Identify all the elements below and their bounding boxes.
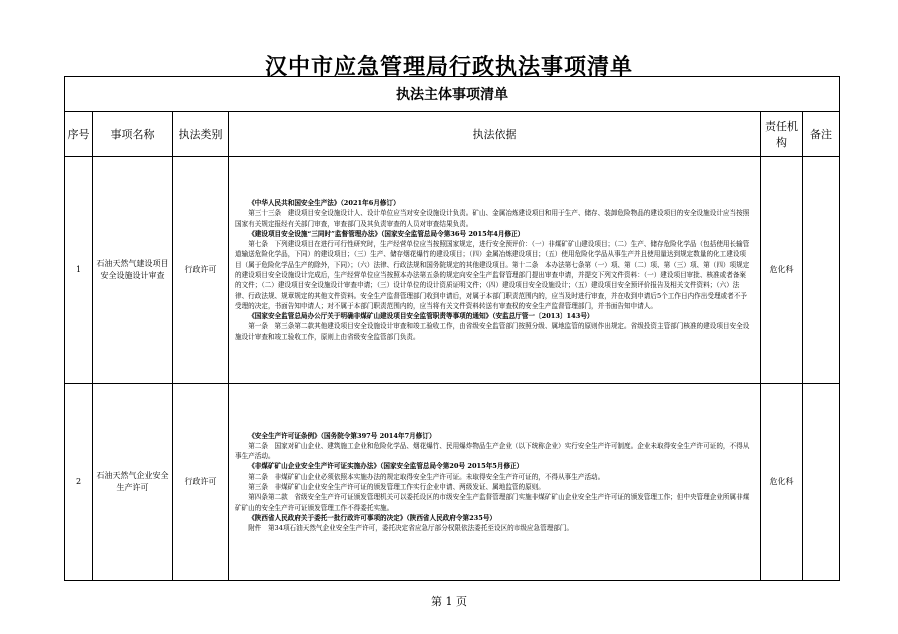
row-note	[803, 157, 840, 384]
row-no: 2	[65, 384, 93, 581]
page-number: 第 1 页	[431, 595, 467, 608]
row-name: 石油天然气企业安全生产许可	[93, 384, 173, 581]
row-no: 1	[65, 157, 93, 384]
law-citation: 《国家安全监管总局办公厅关于明确非煤矿山建设项目安全监管职责等事项的通知》（安监总厅管一〔2013〕143号）	[248, 312, 594, 321]
header-org: 责任机构	[761, 112, 803, 157]
law-article: 第三条 非煤矿矿山企业安全生产许可证的颁发管理工作实行企业申请、两级发证、属地监管的原则。	[248, 483, 545, 491]
table-row	[65, 157, 840, 384]
law-citation: 《安全生产许可证条例》（国务院令第397号 2014年7月修订）	[248, 431, 436, 440]
row-basis	[229, 157, 761, 384]
row-org: 危化科	[761, 157, 803, 384]
header-name: 事项名称	[93, 112, 173, 157]
law-article: 第七条 下列建设项目在进行可行性研究时，生产经营单位应当按照国家规定，进行安全预评价：（一）非煤矿矿山建设项目；（二）生产、储存危险化学品（包括使用长输管道输送危险化学品，下同）的建设项目；（三）生产、储存烟花爆竹的建设项目；（四）金属冶炼建设项目；（五）使用危险化学品从事生产并且使用量达到规定数量的化工建设项目（属于危险化学品生产的除外，下同）；（六）法律、行政法规和国务院规定的其他建设项目。第十二条 本办法第七条第（一）项、第（二）项、第（三）项、第（四）项规定的建设项目安全设施设计完成后，生产经营单位应当按照本办法第五条的规定向安全生产监督管理部门提出审查申请，并提交下列文件资料：（一）建设项目审批、核准或者备案的文件；（二）建设项目安全设施设计审查申请；（三）设计单位的设计资质证明文件；（四）建设项目安全设施设计；（五）建设项目安全预评价报告及相关文件资料；（六）法律、行政法规、规章规定的其他文件资料。安全生产监督管理部门收到申请后，对属于本部门职责范围内的，应当及时进行审查，并在收到申请后5个工作日内作出受理或者不予受理的决定，书面告知申请人；对不属于本部门职责范围内的，应当将有关文件资料转送有审查权的安全生产监督管理部门，并书面告知申请人。	[235, 240, 750, 310]
law-article: 第三十三条 建设项目安全设施设计人、设计单位应当对安全设施设计负责。矿山、金属冶炼建设项目和用于生产、储存、装卸危险物品的建设项目的安全设施设计应当按照国家有关规定报经有关部门审查，审查部门及其负责审查的人员对审查结果负责。	[235, 209, 750, 228]
table-row	[65, 384, 840, 581]
header-basis: 执法依据	[229, 112, 761, 157]
enforcement-table	[64, 76, 840, 581]
law-citation: 《非煤矿矿山企业安全生产许可证实施办法》（国家安全监管总局令第20号 2015年5月修正）	[248, 462, 524, 471]
header-note: 备注	[803, 112, 840, 157]
table-subtitle: 执法主体事项清单	[65, 77, 840, 112]
header-no: 序号	[65, 112, 93, 157]
law-article: 附件 第34项石油天然气企业安全生产许可，委托决定省应急厅部分权限依法委托至设区的市级应急管理部门。	[248, 524, 574, 533]
law-article: 第一条 第三条第二款其他建设项目安全设施设计审查和竣工验收工作，由省级安全监管部门按照分级、属地监管的原则作出规定。省级投资主管部门核准的建设项目安全设施设计审查和竣工验收工作，原则上由省级安全监管部门负责。	[235, 322, 750, 341]
law-article: 第二条 非煤矿矿山企业必须依照本实施办法的规定取得安全生产许可证。未取得安全生产许可证的，不得从事生产活动。	[248, 472, 605, 481]
law-article: 第二条 国家对矿山企业、建筑施工企业和危险化学品、烟花爆竹、民用爆炸物品生产企业（以下统称企业）实行安全生产许可制度。企业未取得安全生产许可证的，不得从事生产活动。	[235, 441, 750, 461]
law-article: 第四条第二款 省级安全生产许可证颁发管理机关可以委托设区的市级安全生产监督管理部门实施非煤矿矿山企业安全生产许可证的颁发管理工作；但中央管理企业所属非煤矿矿山的安全生产许可证颁发管理工作不得委托实施。	[235, 493, 750, 512]
law-citation: 《陕西省人民政府关于委托一批行政许可事项的决定》（陕西省人民政府令第235号）	[248, 513, 497, 522]
row-org: 危化科	[761, 384, 803, 581]
row-type: 行政许可	[173, 384, 229, 581]
row-name: 石油天然气建设项目安全设施设计审查	[93, 157, 173, 384]
row-note	[803, 384, 840, 581]
page-title: 汉中市应急管理局行政执法事项清单	[264, 55, 633, 80]
row-type: 行政许可	[173, 157, 229, 384]
row-basis	[229, 384, 761, 581]
law-citation: 《建设项目安全设施“三同时”监督管理办法》（国家安全监管总局令第36号 2015年4月修正）	[248, 229, 525, 238]
header-row	[65, 112, 840, 157]
law-citation: 《中华人民共和国安全生产法》（2021年6月修订）	[248, 198, 400, 207]
header-type: 执法类别	[173, 112, 229, 157]
